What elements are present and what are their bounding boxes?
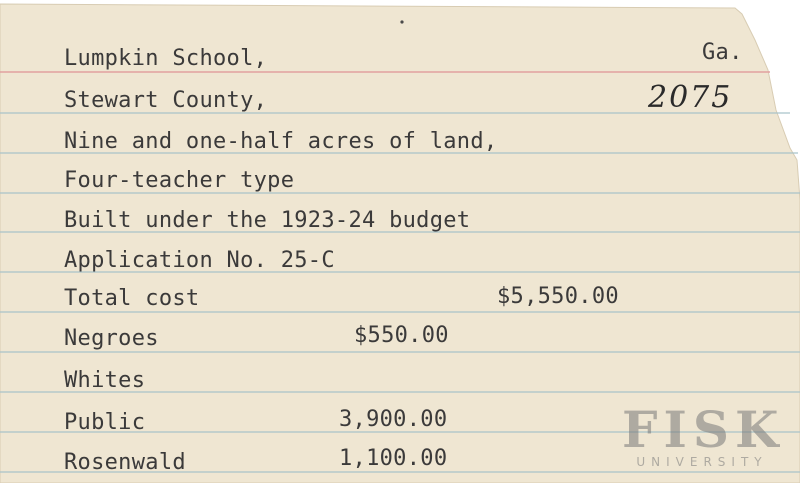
budget-line: Built under the 1923-24 budget <box>64 208 471 233</box>
negroes-label: Negroes <box>64 326 159 351</box>
public-value: 3,900.00 <box>339 407 448 432</box>
card-number: 2075 <box>648 80 733 115</box>
negroes-value: $550.00 <box>354 323 449 348</box>
watermark-name: FISK <box>622 400 785 459</box>
school-name: Lumpkin School, <box>64 46 268 71</box>
state: Ga. <box>702 40 743 65</box>
type-line: Four-teacher type <box>64 168 295 193</box>
ink-speck <box>400 20 403 23</box>
total-cost-value: $5,550.00 <box>497 284 619 309</box>
application-line: Application No. 25-C <box>64 248 335 273</box>
total-cost-label: Total cost <box>64 286 200 311</box>
watermark-sub: UNIVERSITY <box>636 455 768 469</box>
whites-label: Whites <box>64 368 146 393</box>
land-line: Nine and one-half acres of land, <box>64 129 498 154</box>
rosenwald-value: 1,100.00 <box>339 446 448 471</box>
fisk-university-watermark <box>622 400 785 469</box>
public-label: Public <box>64 410 146 435</box>
county: Stewart County, <box>64 88 268 113</box>
rosenwald-label: Rosenwald <box>64 450 186 475</box>
